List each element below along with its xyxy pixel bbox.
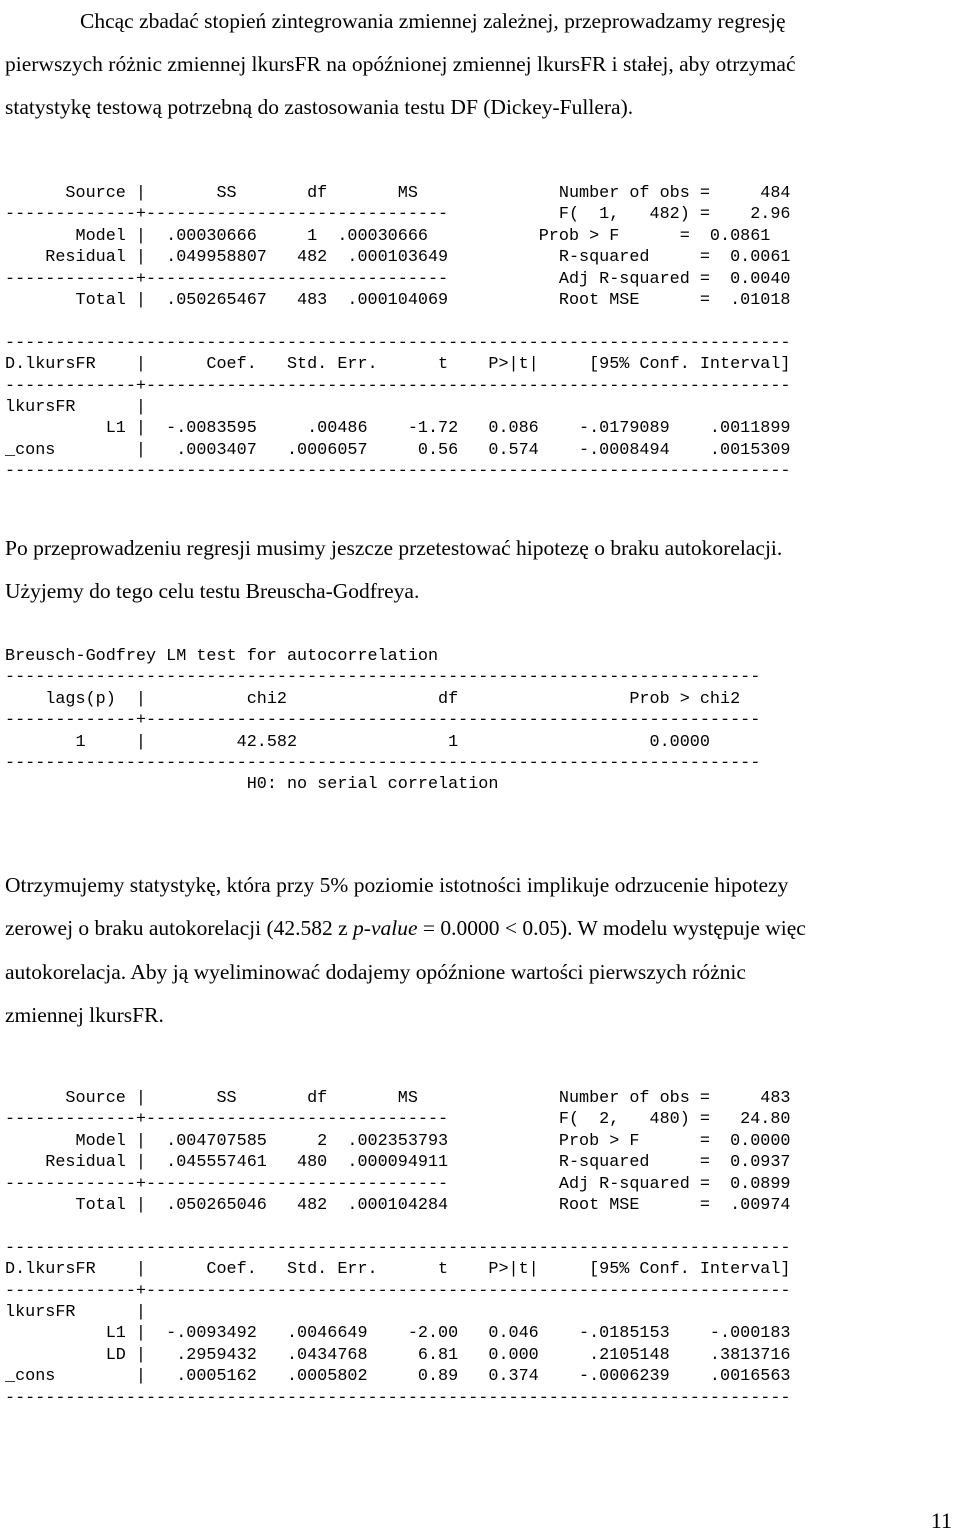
- bg-intro-paragraph: [5, 527, 955, 613]
- intro-line: statystykę testową potrzebną do zastosowania testu DF (Dickey-Fullera).: [5, 95, 634, 119]
- conclusion-line: Otrzymujemy statystykę, która przy 5% poziomie istotności implikuje odrzucenie hipotezy: [5, 873, 789, 897]
- bg-intro-line: Użyjemy do tego celu testu Breuscha-Godfreya.: [5, 579, 420, 603]
- page-number: 11: [930, 1508, 952, 1533]
- intro-line: Chcąc zbadać stopień zintegrowania zmiennej zależnej, przeprowadzamy regresję: [80, 9, 786, 33]
- intro-paragraph: [5, 0, 955, 129]
- conclusion-line: zerowej o braku autokorelacji (42.582 z p-value = 0.0000 < 0.05). W modelu występuje więc: [5, 916, 806, 941]
- p-value-term: p-value: [353, 916, 418, 941]
- intro-line: pierwszych różnic zmiennej lkursFR na opóźnionej zmiennej lkursFR i stałej, aby otrzymać: [5, 52, 796, 76]
- breusch-godfrey-output: Breusch-Godfrey LM test for autocorrelation --------------------------------------------------------------------------- lags(p) | chi2 df Prob > chi2 -------------+------------------------------------------------------------- 1 | 42.582 1 0.0000 --------------------------------------------------------------------------- H0: no serial correlation: [5, 647, 761, 795]
- bg-intro-line: Po przeprowadzeniu regresji musimy jeszcze przetestować hipotezę o braku autokorelacji.: [5, 536, 783, 560]
- regression-output-2: Source | SS df MS Number of obs = 483 -------------+------------------------------ F( 2, 480) = 24.80 Model | .004707585 2 .002353793 Prob > F = 0.0000 Residual | .045557461 480 .000094911 R-squared = 0.0937 -------------+------------------------------ Adj R-squared = 0.0899 Total | .050265046 482 .000104284 Root MSE = .00974 ------------------------------------------------------------------------------ D.lkursFR | Coef. Std. Err. t P>|t| [95% Conf. Interval] -------------+---------------------------------------------------------------- lkursFR | L1 | -.0093492 .0046649 -2.00 0.046 -.0185153 -.000183 LD | .2959432 .0434768 6.81 0.000 .2105148 .3813716 _cons | .0005162 .0005802 0.89 0.374 -.0006239 .0016563 ------------------------------------------------------------------------------: [5, 1089, 791, 1408]
- conclusion-line: autokorelacja. Aby ją wyeliminować dodajemy opóźnione wartości pierwszych różnic: [5, 959, 746, 984]
- conclusion-paragraph: [5, 864, 955, 1038]
- regression-output-1: Source | SS df MS Number of obs = 484 -------------+------------------------------ F( 1, 482) = 2.96 Model | .00030666 1 .00030666 Prob > F = 0.0861 Residual | .049958807 482 .000103649 R-squared = 0.0061 -------------+------------------------------ Adj R-squared = 0.0040 Total | .050265467 483 .000104069 Root MSE = .01018 ------------------------------------------------------------------------------ D.lkursFR | Coef. Std. Err. t P>|t| [95% Conf. Interval] -------------+---------------------------------------------------------------- lkursFR | L1 | -.0083595 .00486 -1.72 0.086 -.0179089 .0011899 _cons | .0003407 .0006057 0.56 0.574 -.0008494 .0015309 ------------------------------------------------------------------------------: [5, 184, 791, 482]
- conclusion-line: zmiennej lkursFR.: [5, 1003, 164, 1028]
